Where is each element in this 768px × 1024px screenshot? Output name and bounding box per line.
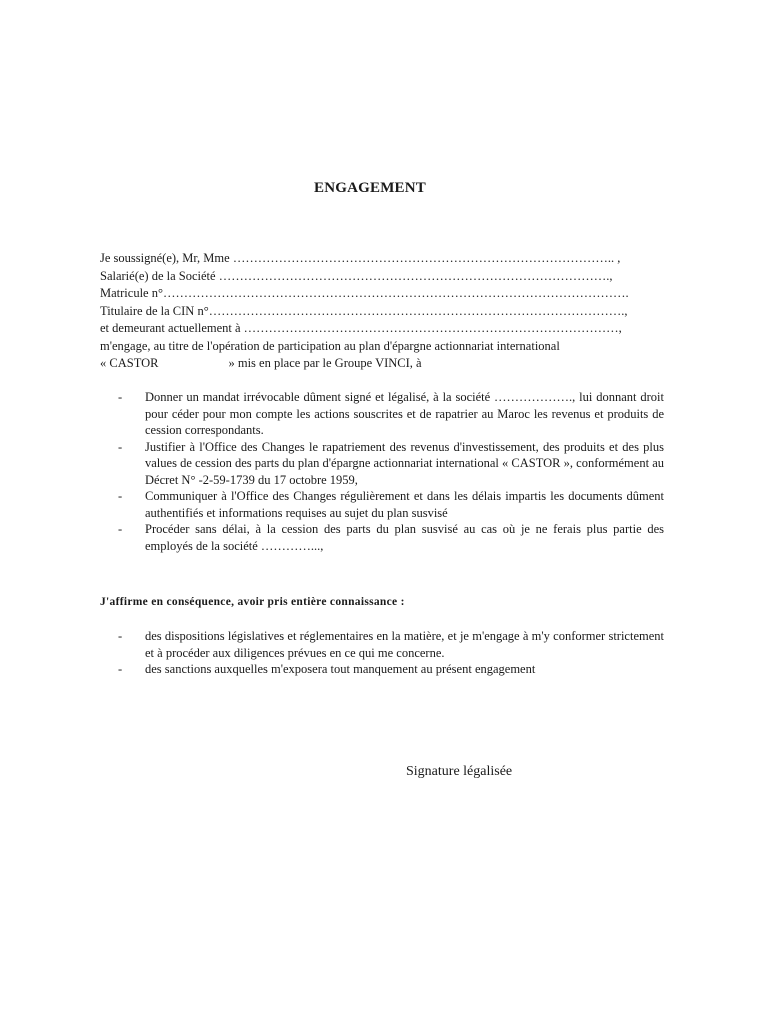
commitment-text: Justifier à l'Office des Changes le rapatriement des revenus d'investissement, des produits et des plus values de cession des parts du plan d'épargne actionnariat international « CASTOR », conformément au Décret N° -2-59-1739 du 17 octobre 1959,: [145, 439, 664, 487]
acknowledgement-text: des dispositions législatives et réglementaires en la matière, et je m'engage à m'y conformer strictement et à procéder aux diligences prévues en ce qui me concerne.: [145, 629, 664, 660]
bullet-dash: -: [118, 390, 123, 404]
list-item: [118, 389, 664, 439]
field-name: Je soussigné(e), Mr, Mme ……………………………………………………………………………….. ,: [100, 251, 621, 265]
acknowledgements-list: [118, 628, 664, 678]
field-company: Salarié(e) de la Société ………………………………………………………………………………….,: [100, 268, 613, 283]
list-item: [118, 439, 664, 489]
commitment-text: Communiquer à l'Office des Changes régulièrement et dans les délais impartis les documents dûment authentifiés et informations requises au sujet du plan susvisé: [145, 489, 664, 520]
list-item: [118, 521, 664, 554]
castor-suffix: » mis en place par le Groupe VINCI, à: [228, 356, 422, 370]
commitment-text: Donner un mandat irrévocable dûment signé et légalisé, à la société ………………., lui donnant droit pour céder pour mon compte les actions souscrites et de rapatrier au Maroc les revenus et produits de cession correspondants.: [145, 390, 664, 437]
list-item: [118, 488, 664, 521]
bullet-dash: -: [118, 662, 123, 676]
field-address: et demeurant actuellement à ………………………………………………………………………………,: [100, 321, 622, 335]
field-cin: Titulaire de la CIN n°……………………………………………………………………………………….,: [100, 303, 628, 318]
bullet-dash: -: [118, 489, 123, 503]
bullet-dash: -: [118, 522, 123, 536]
identity-fields: [100, 250, 662, 373]
list-item: [118, 661, 664, 678]
acknowledgement-text: des sanctions auxquelles m'exposera tout manquement au présent engagement: [145, 662, 536, 676]
affirmation-heading: J'affirme en conséquence, avoir pris entière connaissance :: [100, 596, 405, 608]
field-matricule: Matricule n°………………………………………………………………………………………………….: [100, 286, 629, 300]
document-title: ENGAGEMENT: [313, 180, 426, 196]
bullet-dash: -: [118, 629, 123, 643]
list-item: [118, 628, 664, 661]
commitment-text: Procéder sans délai, à la cession des parts du plan susvisé au cas où je ne ferais plus partie des employés de la société …………...,: [145, 522, 664, 553]
signature-label: Signature légalisée: [406, 764, 513, 779]
castor-line: [100, 355, 662, 373]
bullet-dash: -: [118, 439, 123, 454]
commitments-list: [118, 389, 664, 554]
castor-label: « CASTOR: [100, 356, 159, 370]
engagement-intro: m'engage, au titre de l'opération de participation au plan d'épargne actionnariat international: [100, 338, 560, 353]
